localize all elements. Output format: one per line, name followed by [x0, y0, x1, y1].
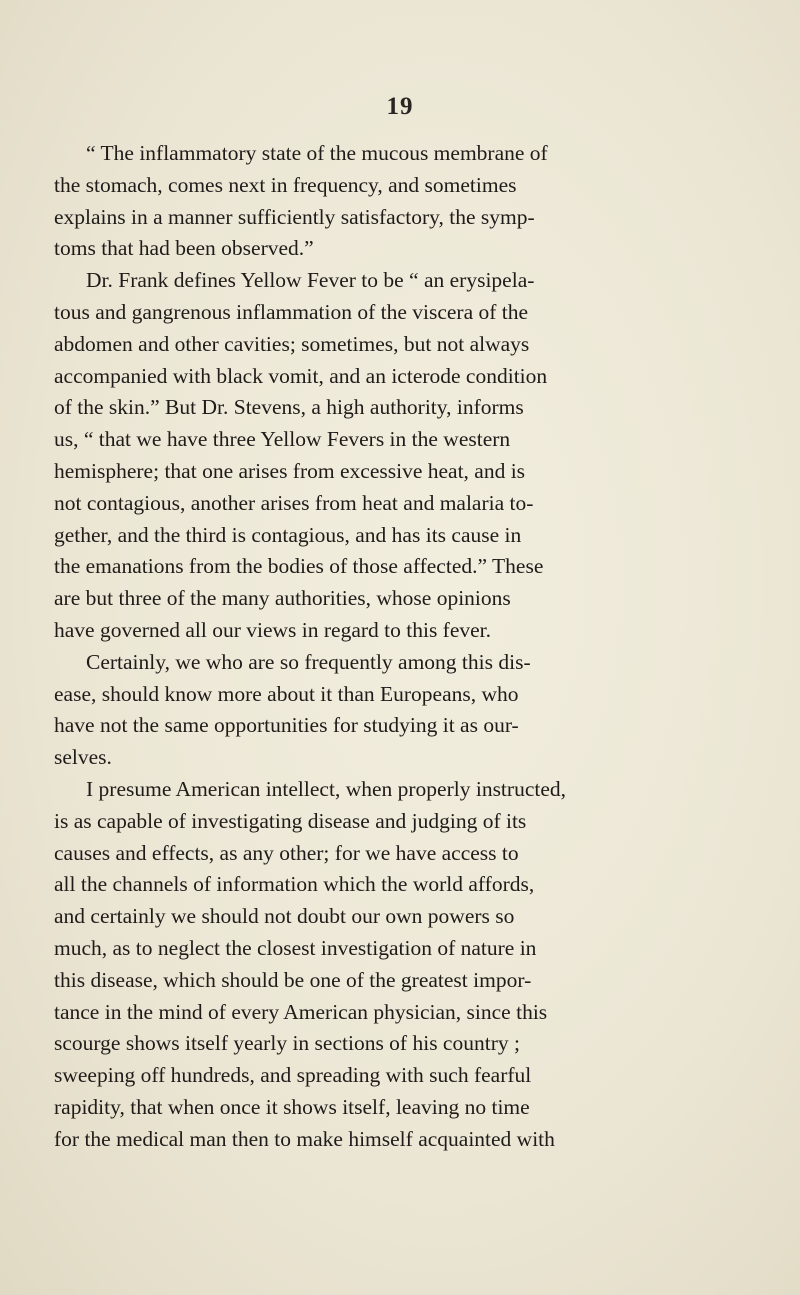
text-line: us, “ that we have three Yellow Fevers in the western: [54, 427, 511, 452]
text-line: I presume American intellect, when properly instructed,: [86, 776, 567, 801]
text-line: explains in a manner sufficiently satisfactory, the symp-: [54, 204, 535, 229]
text-line: have governed all our views in regard to this fever.: [54, 617, 492, 642]
text-line: tance in the mind of every American physician, since this: [54, 999, 548, 1024]
text-line: tous and gangrenous inflammation of the viscera of the: [54, 299, 529, 324]
text-line: are but three of the many authorities, whose opinions: [54, 586, 511, 611]
text-line: sweeping off hundreds, and spreading with such fearful: [54, 1063, 532, 1088]
text-line: this disease, which should be one of the greatest impor-: [54, 967, 532, 992]
page-number: 19: [386, 93, 414, 120]
text-line: accompanied with black vomit, and an icterode condition: [54, 363, 548, 388]
text-line: is as capable of investigating disease and judging of its: [54, 808, 527, 833]
text-line: the emanations from the bodies of those affected.” These: [54, 554, 544, 579]
text-line: hemisphere; that one arises from excessive heat, and is: [54, 458, 526, 483]
text-line: causes and effects, as any other; for we have access to: [54, 840, 519, 865]
text-line: and certainly we should not doubt our own powers so: [54, 904, 515, 929]
text-line: not contagious, another arises from heat and malaria to-: [54, 490, 534, 515]
text-line: of the skin.” But Dr. Stevens, a high authority, informs: [54, 395, 524, 420]
text-line: for the medical man then to make himself acquainted with: [54, 1126, 555, 1151]
text-line: selves.: [54, 745, 112, 770]
text-line: “ The inflammatory state of the mucous membrane of: [86, 141, 548, 165]
text-line: have not the same opportunities for studying it as our-: [54, 713, 519, 738]
text-line: much, as to neglect the closest investigation of nature in: [54, 935, 537, 960]
text-line: the stomach, comes next in frequency, and sometimes: [54, 172, 517, 197]
body-text: [54, 138, 774, 1156]
text-line: all the channels of information which the world affords,: [54, 872, 535, 897]
text-line: toms that had been observed.”: [54, 236, 314, 261]
text-line: Dr. Frank defines Yellow Fever to be “ an erysipela-: [86, 268, 535, 293]
text-line: Certainly, we who are so frequently among this dis-: [86, 649, 531, 674]
text-line: scourge shows itself yearly in sections of his country ;: [54, 1031, 520, 1056]
text-line: abdomen and other cavities; sometimes, but not always: [54, 331, 530, 356]
text-line: ease, should know more about it than Europeans, who: [54, 681, 519, 706]
text-line: rapidity, that when once it shows itself, leaving no time: [54, 1094, 530, 1119]
text-line: gether, and the third is contagious, and has its cause in: [54, 522, 522, 547]
